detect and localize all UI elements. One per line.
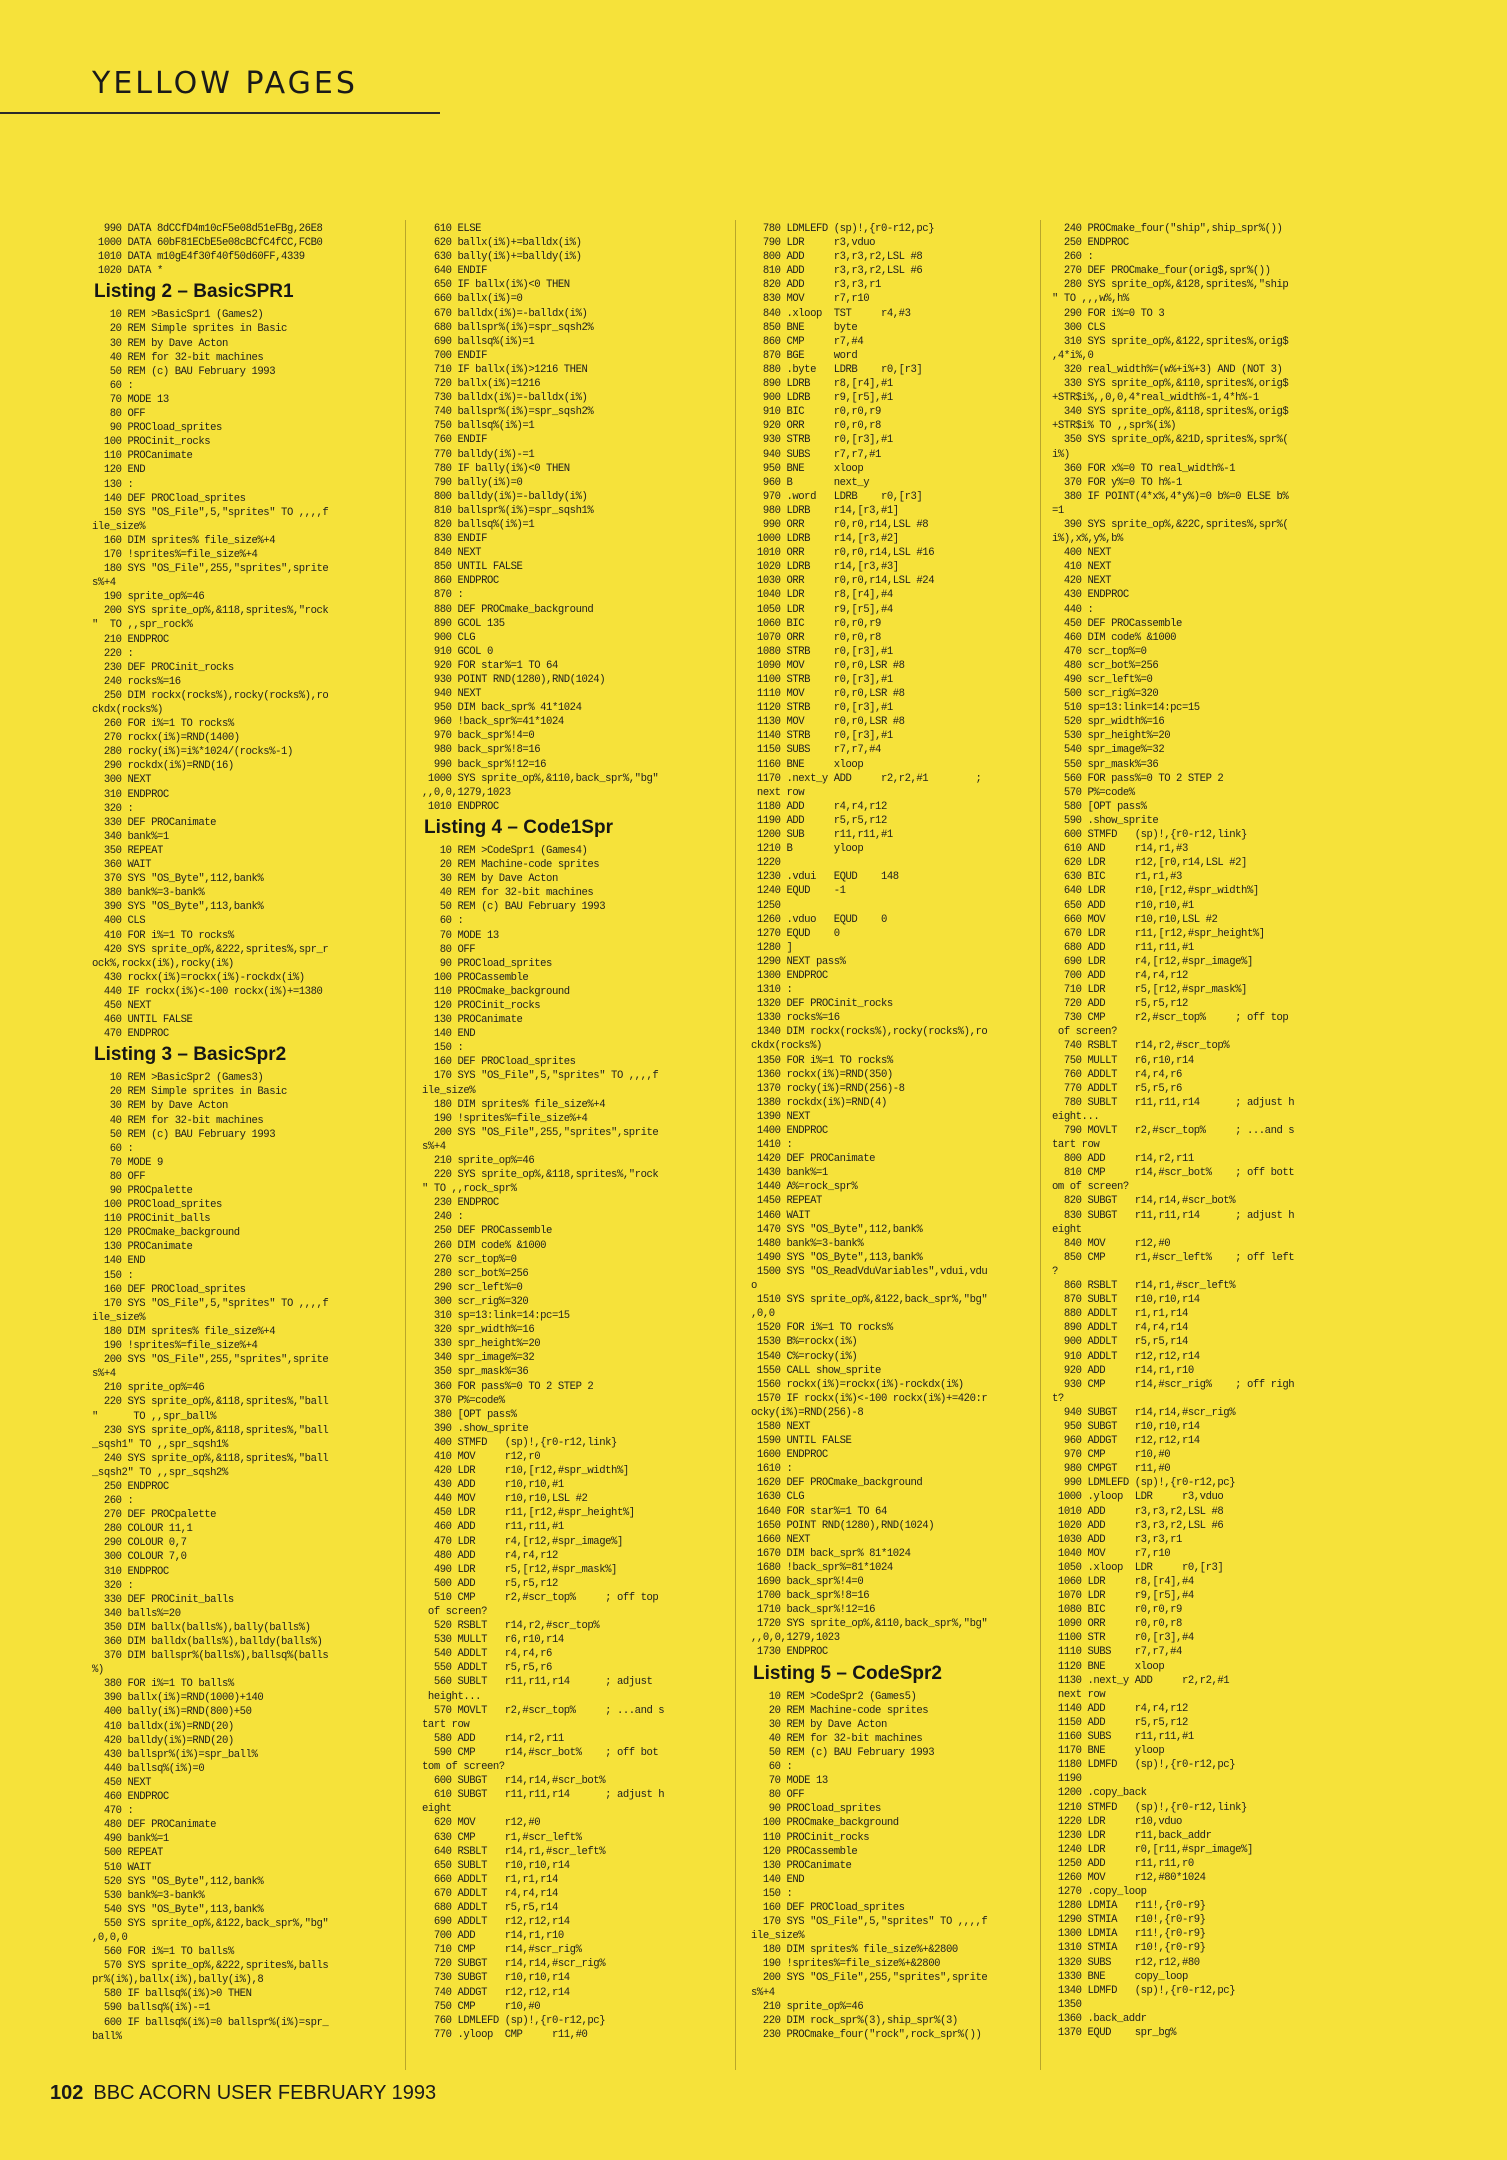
column-divider xyxy=(405,220,406,2070)
column-1 xyxy=(92,222,388,2070)
publication-line: BBC ACORN USER FEBRUARY 1993 xyxy=(93,2082,437,2104)
code-listing: 780 LDMLEFD (sp)!,{r0-r12,pc} 790 LDR r3,vduo 800 ADD r3,r3,r2,LSL #8 810 ADD r3,r3,r2,LSL #6 820 ADD r3,r3,r1 830 MOV r7,r10 840 .xloop TST r4,#3 850 BNE byte 860 CMP r7,#4 870 BGE word 880 .byte LDRB r0,[r3] 890 LDRB r8,[r4],#1 900 LDRB r9,[r5],#1 910 BIC r0,r0,r9 920 ORR r0,r0,r8 930 STRB r0,[r3],#1 940 SUBS r7,r7,#1 950 BNE xloop 960 B next_y 970 .word LDRB r0,[r3] 980 LDRB r14,[r3,#1] 990 ORR r0,r0,r14,LSL #8 1000 LDRB r14,[r3,#2] 1010 ORR r0,r0,r14,LSL #16 1020 LDRB r14,[r3,#3] 1030 ORR r0,r0,r14,LSL #24 1040 LDR r8,[r4],#4 1050 LDR r9,[r5],#4 1060 BIC r0,r0,r9 1070 ORR r0,r0,r8 1080 STRB r0,[r3],#1 1090 MOV r0,r0,LSR #8 1100 STRB r0,[r3],#1 1110 MOV r0,r0,LSR #8 1120 STRB r0,[r3],#1 1130 MOV r0,r0,LSR #8 1140 STRB r0,[r3],#1 1150 SUBS r7,r7,#4 1160 BNE xloop 1170 .next_y ADD r2,r2,#1 ; next row 1180 ADD r4,r4,r12 1190 ADD r5,r5,r12 1200 SUB r11,r11,#1 1210 B yloop 1220 1230 .vdui EQUD 148 1240 EQUD -1 1250 1260 .vduo EQUD 0 1270 EQUD 0 1280 ] 1290 NEXT pass% 1300 ENDPROC 1310 : 1320 DEF PROCinit_rocks 1330 rocks%=16 1340 DIM rockx(rocks%),rocky(rocks%),ro ckdx(rocks%) 1350 FOR i%=1 TO rocks% 1360 rockx(i%)=RND(350) 1370 rocky(i%)=RND(256)-8 1380 rockdx(i%)=RND(4) 1390 NEXT 1400 ENDPROC 1410 : 1420 DEF PROCanimate 1430 bank%=1 1440 A%=rock_spr% 1450 REPEAT 1460 WAIT 1470 SYS "OS_Byte",112,bank% 1480 bank%=3-bank% 1490 SYS "OS_Byte",113,bank% 1500 SYS "OS_ReadVduVariables",vdui,vdu o 1510 SYS sprite_op%,&122,back_spr%,"bg" ,0,0 1520 FOR i%=1 TO rocks% 1530 B%=rockx(i%) 1540 C%=rocky(i%) 1550 CALL show_sprite 1560 rockx(i%)=rockx(i%)-rockdx(i%) 1570 IF rockx(i%)<-100 rockx(i%)+=420:r ocky(i%)=RND(256)-8 1580 NEXT 1590 UNTIL FALSE 1600 ENDPROC 1610 : 1620 DEF PROCmake_background 1630 CLG 1640 FOR star%=1 TO 64 1650 POINT RND(1280),RND(1024) 1660 NEXT 1670 DIM back_spr% 81*1024 1680 !back_spr%=81*1024 1690 back_spr%!4=0 1700 back_spr%!8=16 1710 back_spr%!12=16 1720 SYS sprite_op%,&110,back_spr%,"bg" ,,0,0,1279,1023 1730 ENDPROC xyxy=(751,223,988,1659)
page-footer xyxy=(50,2082,436,2105)
page-number: 102 xyxy=(50,2082,84,2104)
listing-heading: Listing 5 – CodeSpr2 xyxy=(753,1662,942,1684)
code-listing: 610 ELSE 620 ballx(i%)+=balldx(i%) 630 bally(i%)+=balldy(i%) 640 ENDIF 650 IF ballx(i%)<0 THEN 660 ballx(i%)=0 670 balldx(i%)=-balldx(i%) 680 ballspr%(i%)=spr_sqsh2% 690 ballsq%(i%)=1 700 ENDIF 710 IF ballx(i%)>1216 THEN 720 ballx(i%)=1216 730 balldx(i%)=-balldx(i%) 740 ballspr%(i%)=spr_sqsh2% 750 ballsq%(i%)=1 760 ENDIF 770 balldy(i%)-=1 780 IF bally(i%)<0 THEN 790 bally(i%)=0 800 balldy(i%)=-balldy(i%) 810 ballspr%(i%)=spr_sqsh1% 820 ballsq%(i%)=1 830 ENDIF 840 NEXT 850 UNTIL FALSE 860 ENDPROC 870 : 880 DEF PROCmake_background 890 GCOL 135 900 CLG 910 GCOL 0 920 FOR star%=1 TO 64 930 POINT RND(1280),RND(1024) 940 NEXT 950 DIM back_spr% 41*1024 960 !back_spr%=41*1024 970 back_spr%!4=0 980 back_spr%!8=16 990 back_spr%!12=16 1000 SYS sprite_op%,&110,back_spr%,"bg" ,,0,0,1279,1023 1010 ENDPROC xyxy=(422,223,659,813)
column-2 xyxy=(422,222,718,2070)
header-rule xyxy=(0,112,440,114)
code-listing: 990 DATA 8dCCfD4m10cF5e08d51eFBg,26E8 1000 DATA 60bF81ECbE5e08cBCfC4fCC,FCB0 1010 DATA m10gE4f30f40f50d60FF,4339 1020 DATA * xyxy=(97,223,323,278)
listing-heading: Listing 3 – BasicSpr2 xyxy=(94,1044,287,1066)
code-listing: 10 REM >BasicSpr2 (Games3) 20 REM Simple sprites in Basic 30 REM by Dave Acton 40 REM for 32-bit machines 50 REM (c) BAU February 1993 60 : 70 MODE 9 80 OFF 90 PROCpalette 100 PROCload_sprites 110 PROCinit_balls 120 PROCmake_background 130 PROCanimate 140 END 150 : 160 DEF PROCload_sprites 170 SYS "OS_File",5,"sprites" TO ,,,,f ile_size% 180 DIM sprites% file_size%+4 190 !sprites%=file_size%+4 200 SYS "OS_File",255,"sprites",sprite s%+4 210 sprite_op%=46 220 SYS sprite_op%,&118,sprites%,"ball " TO ,,spr_ball% 230 SYS sprite_op%,&118,sprites%,"ball _sqsh1" TO ,,spr_sqsh1% 240 SYS sprite_op%,&118,sprites%,"ball _sqsh2" TO ,,spr_sqsh2% 250 ENDPROC 260 : 270 DEF PROCpalette 280 COLOUR 11,1 290 COLOUR 0,7 300 COLOUR 7,0 310 ENDPROC 320 : 330 DEF PROCinit_balls 340 balls%=20 350 DIM ballx(balls%),bally(balls%) 360 DIM balldx(balls%),balldy(balls%) 370 DIM ballspr%(balls%),ballsq%(balls %) 380 FOR i%=1 TO balls% 390 ballx(i%)=RND(1000)+140 400 bally(i%)=RND(800)+50 410 balldx(i%)=RND(20) 420 balldy(i%)=RND(20) 430 ballspr%(i%)=spr_ball% 440 ballsq%(i%)=0 450 NEXT 460 ENDPROC 470 : 480 DEF PROCanimate 490 bank%=1 500 REPEAT 510 WAIT 520 SYS "OS_Byte",112,bank% 530 bank%=3-bank% 540 SYS "OS_Byte",113,bank% 550 SYS sprite_op%,&122,back_spr%,"bg" ,0,0,0 560 FOR i%=1 TO balls% 570 SYS sprite_op%,&222,sprites%,balls pr%(i%),ballx(i%),bally(i%),8 580 IF ballsq%(i%)>0 THEN 590 ballsq%(i%)-=1 600 IF ballsq%(i%)=0 ballspr%(i%)=spr_ ball% xyxy=(92,1072,329,2043)
column-divider xyxy=(735,220,736,2070)
code-listing: 10 REM >CodeSpr1 (Games4) 20 REM Machine-code sprites 30 REM by Dave Acton 40 REM for 32-bit machines 50 REM (c) BAU February 1993 60 : 70 MODE 13 80 OFF 90 PROCload_sprites 100 PROCassemble 110 PROCmake_background 120 PROCinit_rocks 130 PROCanimate 140 END 150 : 160 DEF PROCload_sprites 170 SYS "OS_File",5,"sprites" TO ,,,,f ile_size% 180 DIM sprites% file_size%+4 190 !sprites%=file_size%+4 200 SYS "OS_File",255,"sprites",sprite s%+4 210 sprite_op%=46 220 SYS sprite_op%,&118,sprites%,"rock " TO ,,rock_spr% 230 ENDPROC 240 : 250 DEF PROCassemble 260 DIM code% &1000 270 scr_top%=0 280 scr_bot%=256 290 scr_left%=0 300 scr_rig%=320 310 sp=13:link=14:pc=15 320 spr_width%=16 330 spr_height%=20 340 spr_image%=32 350 spr_mask%=36 360 FOR pass%=0 TO 2 STEP 2 370 P%=code% 380 [OPT pass% 390 .show_sprite 400 STMFD (sp)!,{r0-r12,link} 410 MOV r12,r0 420 LDR r10,[r12,#spr_width%] 430 ADD r10,r10,#1 440 MOV r10,r10,LSL #2 450 LDR r11,[r12,#spr_height%] 460 ADD r11,r11,#1 470 LDR r4,[r12,#spr_image%] 480 ADD r4,r4,r12 490 LDR r5,[r12,#spr_mask%] 500 ADD r5,r5,r12 510 CMP r2,#scr_top% ; off top of screen? 520 RSBLT r14,r2,#scr_top% 530 MULLT r6,r10,r14 540 ADDLT r4,r4,r6 550 ADDLT r5,r5,r6 560 SUBLT r11,r11,r14 ; adjust height... 570 MOVLT r2,#scr_top% ; ...and s tart row 580 ADD r14,r2,r11 590 CMP r14,#scr_bot% ; off bot tom of screen? 600 SUBGT r14,r14,#scr_bot% 610 SUBGT r11,r11,r14 ; adjust h eight 620 MOV r12,#0 630 CMP r1,#scr_left% 640 RSBLT r14,r1,#scr_left% 650 SUBLT r10,r10,r14 660 ADDLT r1,r1,r14 670 ADDLT r4,r4,r14 680 ADDLT r5,r5,r14 690 ADDLT r12,r12,r14 700 ADD r14,r1,r10 710 CMP r14,#scr_rig% 720 SUBGT r14,r14,#scr_rig% 730 SUBGT r10,r10,r14 740 ADDGT r12,r12,r14 750 CMP r10,#0 760 LDMLEFD (sp)!,{r0-r12,pc} 770 .yloop CMP r11,#0 xyxy=(422,844,665,2041)
listing-heading: Listing 4 – Code1Spr xyxy=(424,816,613,838)
code-listing: 240 PROCmake_four("ship",ship_spr%()) 250 ENDPROC 260 : 270 DEF PROCmake_four(orig$,spr%()) 280 SYS sprite_op%,&128,sprites%,"ship " TO ,,,w%,h% 290 FOR i%=0 TO 3 300 CLS 310 SYS sprite_op%,&122,sprites%,orig$ ,4*i%,0 320 real_width%=(w%+i%+3) AND (NOT 3) 330 SYS sprite_op%,&110,sprites%,orig$ +STR$i%,,0,0,4*real_width%-1,4*h%-1 340 SYS sprite_op%,&118,sprites%,orig$ +STR$i% TO ,,spr%(i%) 350 SYS sprite_op%,&21D,sprites%,spr%( i%) 360 FOR x%=0 TO real_width%-1 370 FOR y%=0 TO h%-1 380 IF POINT(4*x%,4*y%)=0 b%=0 ELSE b% =1 390 SYS sprite_op%,&22C,sprites%,spr%( i%),x%,y%,b% 400 NEXT 410 NEXT 420 NEXT 430 ENDPROC 440 : 450 DEF PROCassemble 460 DIM code% &1000 470 scr_top%=0 480 scr_bot%=256 490 scr_left%=0 500 scr_rig%=320 510 sp=13:link=14:pc=15 520 spr_width%=16 530 spr_height%=20 540 spr_image%=32 550 spr_mask%=36 560 FOR pass%=0 TO 2 STEP 2 570 P%=code% 580 [OPT pass% 590 .show_sprite 600 STMFD (sp)!,{r0-r12,link} 610 AND r14,r1,#3 620 LDR r12,[r0,r14,LSL #2] 630 BIC r1,r1,#3 640 LDR r10,[r12,#spr_width%] 650 ADD r10,r10,#1 660 MOV r10,r10,LSL #2 670 LDR r11,[r12,#spr_height%] 680 ADD r11,r11,#1 690 LDR r4,[r12,#spr_image%] 700 ADD r4,r4,r12 710 LDR r5,[r12,#spr_mask%] 720 ADD r5,r5,r12 730 CMP r2,#scr_top% ; off top of screen? 740 RSBLT r14,r2,#scr_top% 750 MULLT r6,r10,r14 760 ADDLT r4,r4,r6 770 ADDLT r5,r5,r6 780 SUBLT r11,r11,r14 ; adjust h eight... 790 MOVLT r2,#scr_top% ; ...and s tart row 800 ADD r14,r2,r11 810 CMP r14,#scr_bot% ; off bott om of screen? 820 SUBGT r14,r14,#scr_bot% 830 SUBGT r11,r11,r14 ; adjust h eight 840 MOV r12,#0 850 CMP r1,#scr_left% ; off left ? 860 RSBLT r14,r1,#scr_left% 870 SUBLT r10,r10,r14 880 ADDLT r1,r1,r14 890 ADDLT r4,r4,r14 900 ADDLT r5,r5,r14 910 ADDLT r12,r12,r14 920 ADD r14,r1,r10 930 CMP r14,#scr_rig% ; off righ t? 940 SUBGT r14,r14,#scr_rig% 950 SUBGT r10,r10,r14 960 ADDGT r12,r12,r14 970 CMP r10,#0 980 CMPGT r11,#0 990 LDMLEFD (sp)!,{r0-r12,pc} 1000 .yloop LDR r3,vduo 1010 ADD r3,r3,r2,LSL #8 1020 ADD r3,r3,r2,LSL #6 1030 ADD r3,r3,r1 1040 MOV r7,r10 1050 .xloop LDR r0,[r3] 1060 LDR r8,[r4],#4 1070 LDR r9,[r5],#4 1080 BIC r0,r0,r9 1090 ORR r0,r0,r8 1100 STR r0,[r3],#4 1110 SUBS r7,r7,#4 1120 BNE xloop 1130 .next_y ADD r2,r2,#1 next row 1140 ADD r4,r4,r12 1150 ADD r5,r5,r12 1160 SUBS r11,r11,#1 1170 BNE yloop 1180 LDMFD (sp)!,{r0-r12,pc} 1190 1200 .copy_back 1210 STMFD (sp)!,{r0-r12,link} 1220 LDR r10,vduo 1230 LDR r11,back_addr 1240 LDR r0,[r11,#spr_image%] 1250 ADD r11,r11,r0 1260 MOV r12,#80*1024 1270 .copy_loop 1280 LDMIA r11!,{r0-r9} 1290 STMIA r10!,{r0-r9} 1300 LDMIA r11!,{r0-r9} 1310 STMIA r10!,{r0-r9} 1320 SUBS r12,r12,#80 1330 BNE copy_loop 1340 LDMFD (sp)!,{r0-r12,pc} 1350 1360 .back_addr 1370 EQUD spr_bg% xyxy=(1052,223,1295,2039)
column-4 xyxy=(1052,222,1348,2070)
listing-heading: Listing 2 – BasicSPR1 xyxy=(94,281,294,303)
code-listing: 10 REM >CodeSpr2 (Games5) 20 REM Machine-code sprites 30 REM by Dave Acton 40 REM for 32-bit machines 50 REM (c) BAU February 1993 60 : 70 MODE 13 80 OFF 90 PROCload_sprites 100 PROCmake_background 110 PROCinit_rocks 120 PROCassemble 130 PROCanimate 140 END 150 : 160 DEF PROCload_sprites 170 SYS "OS_File",5,"sprites" TO ,,,,f ile_size% 180 DIM sprites% file_size%+&2800 190 !sprites%=file_size%+&2800 200 SYS "OS_File",255,"sprites",sprite s%+4 210 sprite_op%=46 220 DIM rock_spr%(3),ship_spr%(3) 230 PROCmake_four("rock",rock_spr%()) xyxy=(751,1690,988,2041)
code-listing: 10 REM >BasicSpr1 (Games2) 20 REM Simple sprites in Basic 30 REM by Dave Acton 40 REM for 32-bit machines 50 REM (c) BAU February 1993 60 : 70 MODE 13 80 OFF 90 PROCload_sprites 100 PROCinit_rocks 110 PROCanimate 120 END 130 : 140 DEF PROCload_sprites 150 SYS "OS_File",5,"sprites" TO ,,,,f ile_size% 160 DIM sprites% file_size%+4 170 !sprites%=file_size%+4 180 SYS "OS_File",255,"sprites",sprite s%+4 190 sprite_op%=46 200 SYS sprite_op%,&118,sprites%,"rock " TO ,,spr_rock% 210 ENDPROC 220 : 230 DEF PROCinit_rocks 240 rocks%=16 250 DIM rockx(rocks%),rocky(rocks%),ro ckdx(rocks%) 260 FOR i%=1 TO rocks% 270 rockx(i%)=RND(1400) 280 rocky(i%)=i%*1024/(rocks%-1) 290 rockdx(i%)=RND(16) 300 NEXT 310 ENDPROC 320 : 330 DEF PROCanimate 340 bank%=1 350 REPEAT 360 WAIT 370 SYS "OS_Byte",112,bank% 380 bank%=3-bank% 390 SYS "OS_Byte",113,bank% 400 CLS 410 FOR i%=1 TO rocks% 420 SYS sprite_op%,&222,sprites%,spr_r ock%,rockx(i%),rocky(i%) 430 rockx(i%)=rockx(i%)-rockdx(i%) 440 IF rockx(i%)<-100 rockx(i%)+=1380 450 NEXT 460 UNTIL FALSE 470 ENDPROC xyxy=(92,309,329,1041)
section-title: YELLOW PAGES xyxy=(92,66,358,101)
column-3 xyxy=(751,222,1047,2070)
